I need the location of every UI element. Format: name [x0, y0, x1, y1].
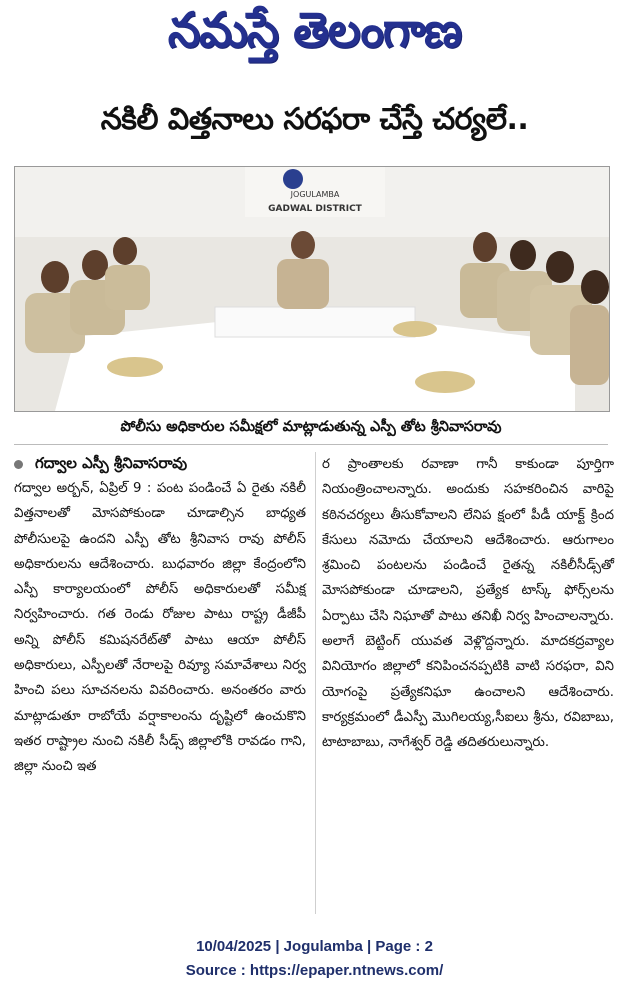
article-photo: [14, 166, 610, 412]
article-subhead: [14, 452, 306, 476]
page-footer: [0, 935, 629, 983]
footer-date-line: 10/04/2025 | Jogulamba | Page : 2: [196, 938, 433, 955]
article-column-left: [14, 452, 306, 780]
banner-line2: GADWAL DISTRICT: [268, 204, 362, 214]
article-column-right: [322, 452, 614, 756]
column-divider: [315, 452, 316, 914]
article-body-right: ర ప్రాంతాలకు రవాణా గానీ కాకుండా పూర్తిగా నియంత్రించాలన్నారు. అందుకు సహకరించిన వారిపై కఠినచర్యలు తీసుకోవాలని లేనిప క్షంలో పీడీ యాక్ట్ క్రింద కేసులు నమోదు చేయాలని ఆదేశించారు. ఆరుగాలం శ్రమించి పంటలను పండించే రైతన్న నకిలీసీడ్స్‌తో మోసపోకుండా చూడాలని, ప్రత్యేక టాస్క్ ఫోర్స్‌లను ఏర్పాటు చేసి నిఘాతో పాటు తనిఖీ నిర్వ హించాలన్నారు. అలాగే బెట్టింగ్ యువత వెళ్లొద్దన్నారు. మాదకద్రవ్యాల వినియోగం జిల్లాలో కనిపించనప్పటికి వాటి సరఫరా, విని యోగంపై ప్రత్యేకనిఘా ఉంచాలని ఆదేశించారు. కార్యక్రమంలో డీఎస్పీ మొగిలయ్య,సీఐలు శ్రీను, రవిబాబు, టాటాబాబు, నాగేశ్వర్ రెడ్డి తదితరులున్నారు.: [322, 457, 614, 751]
bullet-icon: [14, 460, 23, 469]
banner-line1: JOGULAMBA: [290, 190, 340, 199]
masthead-title: నమస్తే తెలంగాణ: [167, 1, 462, 59]
footer-source-line: Source : https://epaper.ntnews.com/: [185, 962, 444, 979]
article-headline: నకిలీ విత్తనాలు సరఫరా చేస్తే చర్యలే..: [100, 102, 529, 137]
article-subhead-text: గద్వాల ఎస్పీ శ్రీనివాసరావు: [35, 454, 188, 473]
masthead: [0, 1, 629, 68]
article-body-left: గద్వాల అర్బన్, ఏప్రిల్ 9 : పంట పండించే ఏ రైతు నకిలీ విత్తనాలతో మోసపోకుండా చూడాల్సిన బాధ్యత పోలీసులపై ఉందని ఎస్పీ తోట శ్రీనివాస రావు పోలీస్ అధికారులను ఆదేశించారు. బుధవారం జిల్లా కేంద్రంలోని ఎస్పీ కార్యాలయంలో పోలీస్ అధికారులతో సమీక్ష నిర్వహించారు. గత రెండు రోజుల పాటు రాష్ట్ర డీజీపీ అన్ని పోలీస్ కమిషనరేట్‌తో పాటు ఆయా పోలీస్ అధికారులు, ఎస్పీలతో నేరాలపై రివ్యూ సమావేశాలు నిర్వ హించి పలు సూచనలను వివరించారు. అనంతరం వారు మాట్లాడుతూ రాబోయే వర్షాకాలంను దృష్టిలో ఉంచుకొని ఇతర రాష్ట్రాల నుంచి నకిలీ సీడ్స్ జిల్లాలోకి రావడం గాని, జిల్లా నుంచి ఇత: [14, 481, 306, 775]
photo-caption: పోలీసు అధికారుల సమీక్షలో మాట్లాడుతున్న ఎస్పీ తోట శ్రీనివాసరావు: [14, 414, 608, 445]
meeting-photo-illustration: [15, 167, 609, 411]
